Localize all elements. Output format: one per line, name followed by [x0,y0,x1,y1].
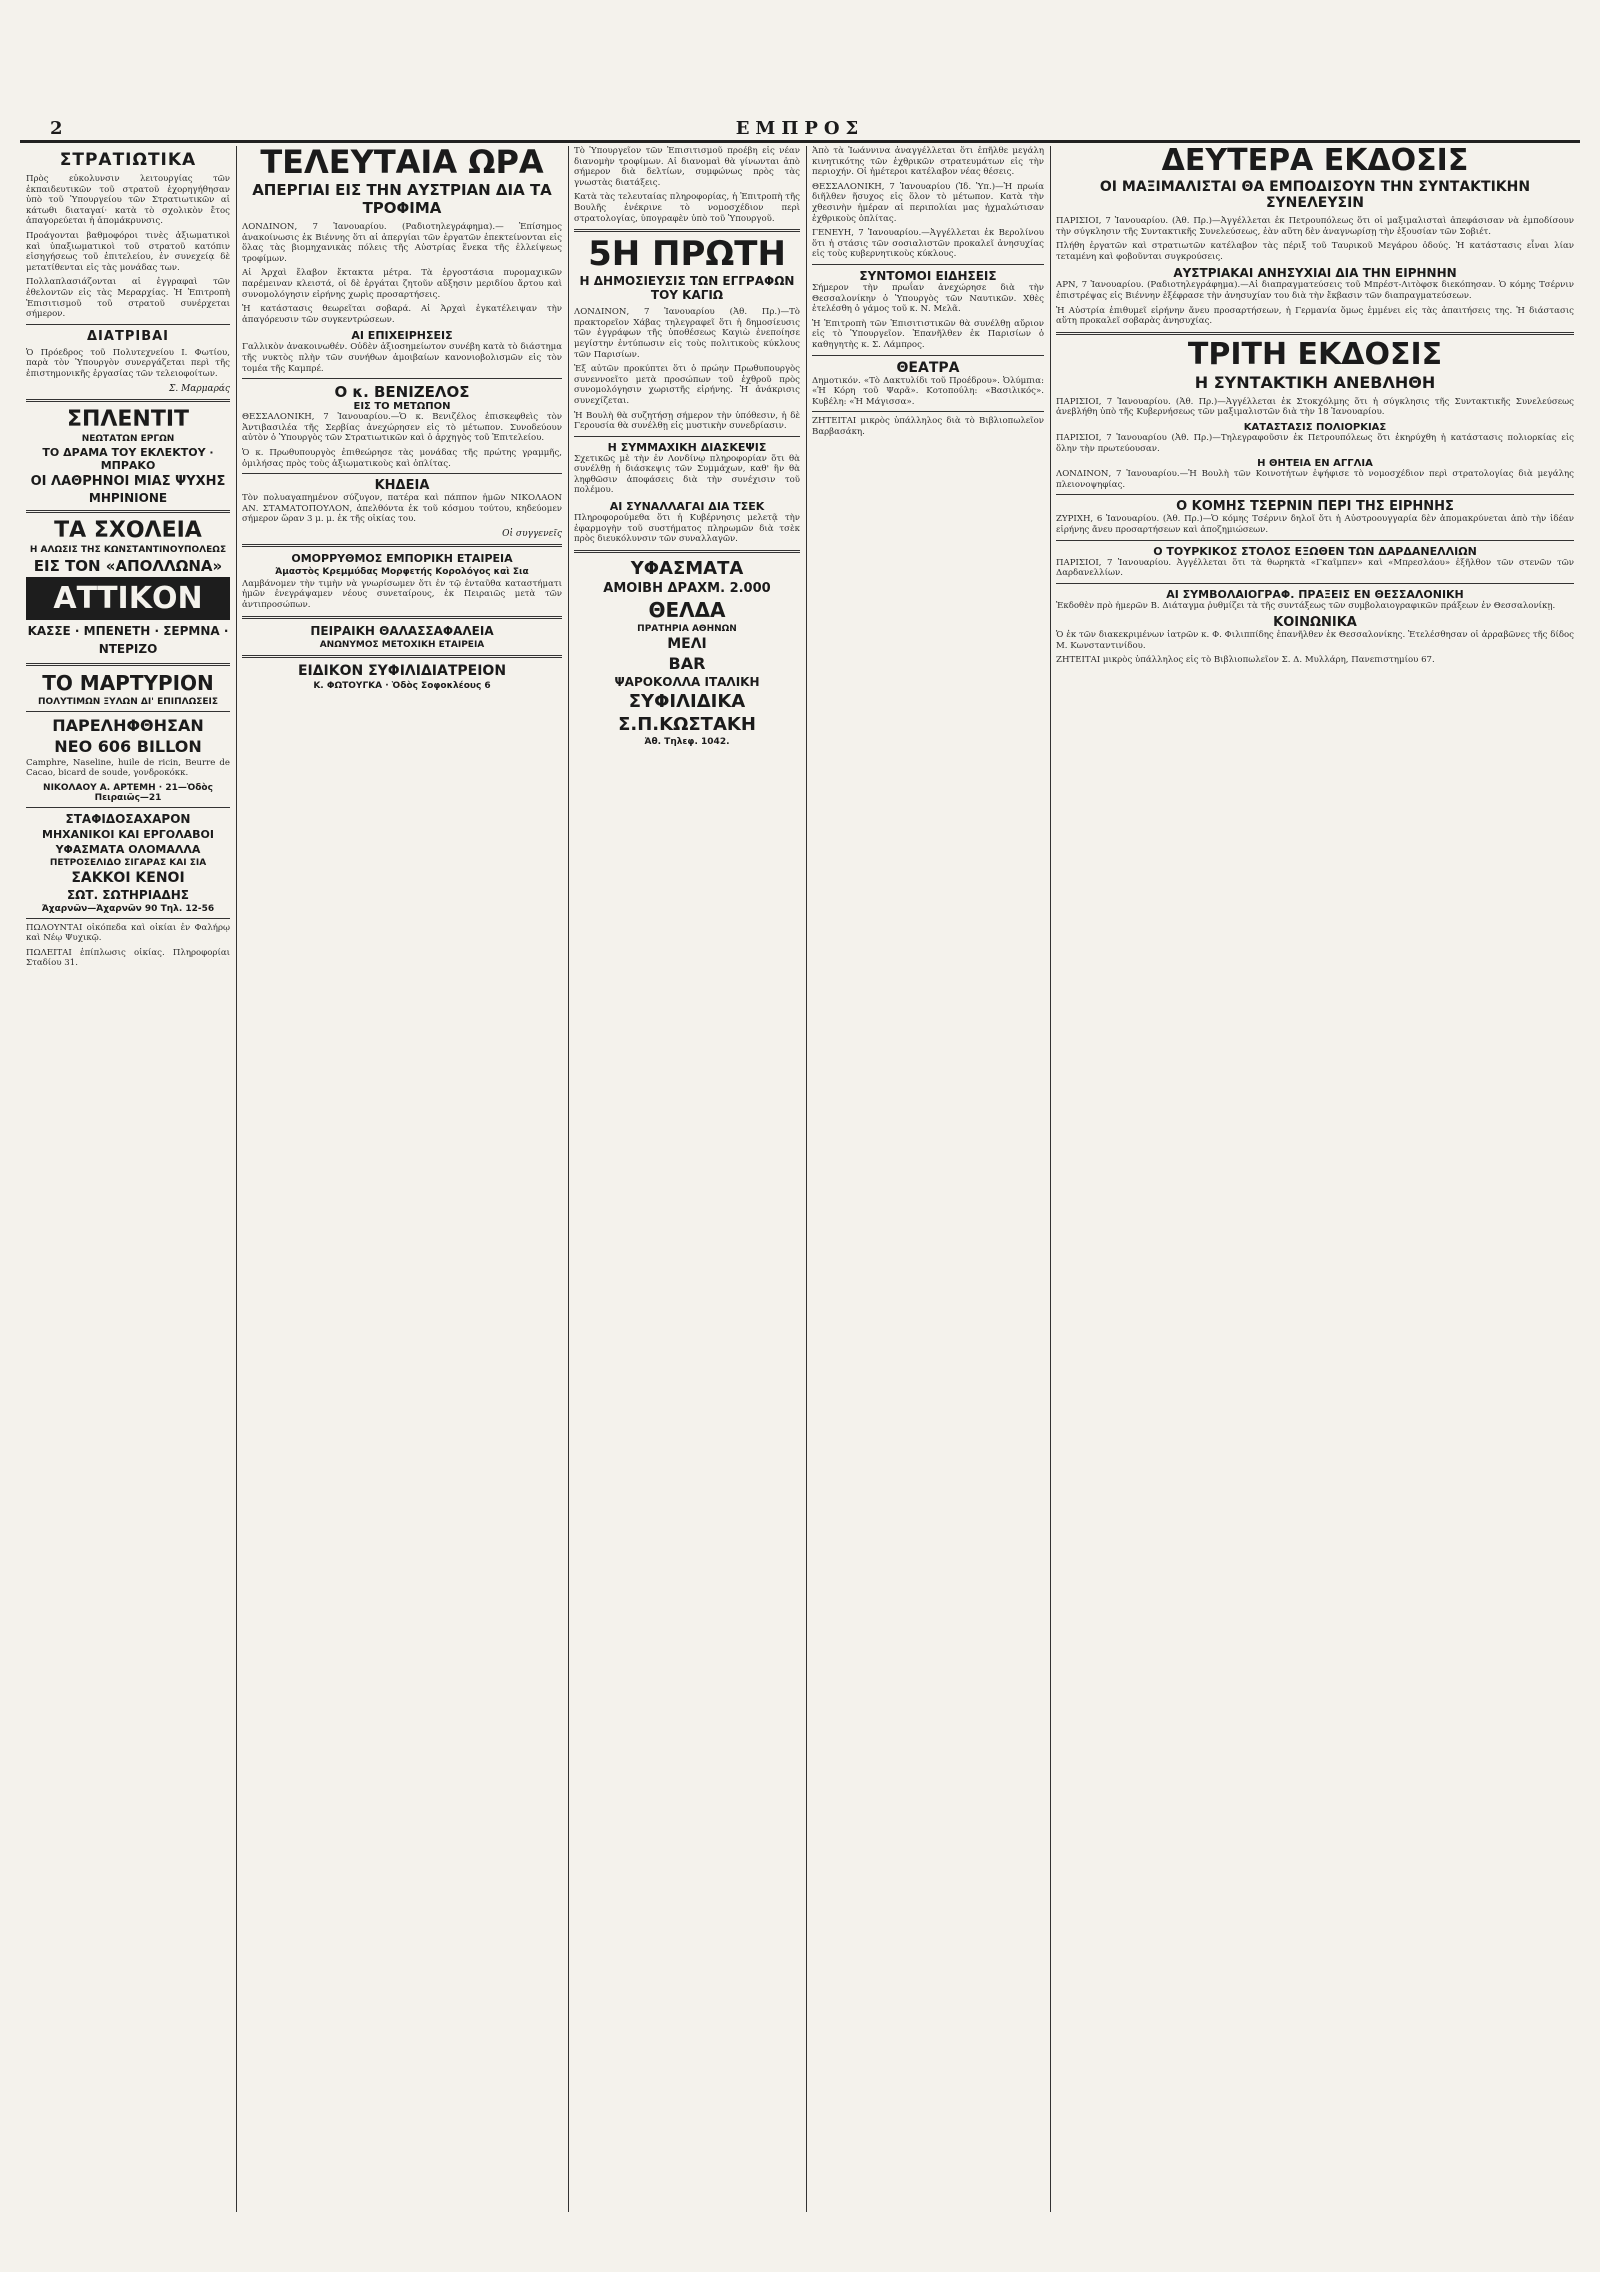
subheadline: ΑΥΣΤΡΙΑΚΑΙ ΑΝΗΣΥΧΙΑΙ ΔΙΑ ΤΗΝ ΕΙΡΗΝΗΝ [1173,266,1457,281]
article-paragraph: Ὁ ἐκ τῶν διακεκριμένων ἰατρῶν κ. Φ. Φιλιππίδης ἐπανῆλθεν ἐκ Θεσσαλονίκης. Ἐτελέσθησαν οἱ ἀρραβῶνες τῆς δίδος Μ. Κωνσταντινίδου. [1056,630,1574,651]
article-paragraph: Ἡ κατάστασις θεωρεῖται σοβαρά. Αἱ Ἀρχαὶ ἐγκατέλειψαν τὴν ἀπαγόρευσιν τῶν συγκεντρώσεων. [242,304,562,325]
article-paragraph: Τὸν πολυαγαπημένον σύζυγον, πατέρα καὶ πάππον ἡμῶν ΝΙΚΟΛΑΟΝ ΑΝ. ΣΤΑΜΑΤΟΠΟΥΛΟΝ, ἀπελθόντα ἐκ τοῦ κόσμου τούτου, κηδεύομεν σήμερον ὥραν 3 μ. μ. ἐκ τῆς οἰκίας του. [242,493,562,525]
ad-subtitle: ΠΟΛΥΤΙΜΩΝ ΞΥΛΩΝ ΔΙ' ΕΠΙΠΛΩΣΕΙΣ [37,696,219,707]
article-paragraph: Πλήθη ἐργατῶν καὶ στρατιωτῶν κατέλαβον τὰς πέριξ τοῦ Ταυρικοῦ Μεγάρου ὁδούς. Ἡ κατάστασις εἶναι λίαν τεταμένη καὶ φοβοῦνται συγκρούσεις. [1056,241,1574,262]
article-paragraph: ΛΟΝΔΙΝΟΝ, 7 Ἰανουαρίου.—Ἡ Βουλὴ τῶν Κοινοτήτων ἐψήφισε τὸ νομοσχέδιον περὶ στρατολογίας διὰ μεγάλης πλειονοψηφίας. [1056,469,1574,490]
article-paragraph: ΖΥΡΙΧΗ, 6 Ἰανουαρίου. (Ἀθ. Πρ.)—Ὁ κόμης Τσέρνιν δηλοῖ ὅτι ἡ Αὐστροουγγαρία δὲν ἀπομακρύνεται ἀπὸ τὴν ἰδέαν εἰρήνης ἄνευ προσαρτήσεων καὶ ἀποζημιώσεων. [1056,514,1574,535]
article-paragraph: Κατὰ τὰς τελευταίας πληροφορίας, ἡ Ἐπιτροπὴ τῆς Βουλῆς ἐνέκρινε τὸ νομοσχέδιον περὶ στρατολογίας, ὑπογραφὲν ὑπὸ τοῦ Ὑπουργοῦ. [574,192,800,224]
subheadline: ΑΙ ΣΥΜΒΟΛΑΙΟΓΡΑΦ. ΠΡΑΞΕΙΣ ΕΝ ΘΕΣΣΑΛΟΝΙΚΗ [1166,587,1464,601]
ad-title: ΠΑΡΕΛΗΦΘΗΣΑΝ [52,715,204,735]
subheadline: Ο ΚΟΜΗΣ ΤΣΕΡΝΙΝ ΠΕΡΙ ΤΗΣ ΕΙΡΗΝΗΣ [1176,499,1454,515]
ad-title: ΥΦΑΣΜΑΤΑ ΟΛΟΜΑΛΛΑ [55,842,201,856]
classified-ad: ΠΩΛΟΥΝΤΑΙ οἰκόπεδα καὶ οἰκίαι ἐν Φαλήρῳ καὶ Νέῳ Ψυχικῷ. [26,922,230,944]
ad-body: Λαμβάνομεν τὴν τιμὴν νὰ γνωρίσωμεν ὅτι ἐν τῷ ἐνταῦθα καταστήματι ἡμῶν ἐνεγράψαμεν νέους συνεταίρους, ἐκ Πειραιῶς μετὰ τῶν ἀντιπροσώπων. [242,578,562,611]
ad-subtitle: Κ. ΦΩΤΟΥΓΚΑ · Ὁδὸς Σοφοκλέους 6 [313,680,491,691]
ad-body: Camphre, Naseline, huile de ricin, Beurre de Cacao, bicard de soude, γονδροκόκκ. [26,757,230,779]
article-paragraph: Πρὸς εὐκολυνσιν λειτουργίας τῶν ἐκπαιδευτικῶν τοῦ στρατοῦ ἐχορηγήθησαν ὑπὸ τοῦ Ὑπουργείου τῶν Στρατιωτικῶν αἱ κάτωθι διαταγαί· κατὰ τὸ σχολικὸν ἔτος ἀπαγορεύεται ἡ ἀπομάκρυνσις. [26,174,230,227]
subheadline: Η ΣΥΝΤΑΚΤΙΚΗ ΑΝΕΒΛΗΘΗ [1194,372,1436,392]
subheadline: ΟΙ ΜΑΞΙΜΑΛΙΣΤΑΙ ΘΑ ΕΜΠΟΔΙΣΟΥΝ ΤΗΝ ΣΥΝΤΑΚΤΙΚΗΝ ΣΥΝΕΛΕΥΣΙΝ [1099,179,1531,211]
section-heading: ΚΟΙΝΩΝΙΚΑ [1273,615,1357,631]
article-paragraph: Σχετικῶς μὲ τὴν ἐν Λονδίνῳ πληροφορίαν ὅτι θὰ συνέλθῃ ἡ διάσκεψις τῶν Συμμάχων, καθ' ἣν θὰ ληφθῶσιν ἀποφάσεις διὰ τὴν συνέχισιν τοῦ πολέμου. [574,453,800,496]
article-paragraph: Πληροφορούμεθα ὅτι ἡ Κυβέρνησις μελετᾷ τὴν ἐφαρμογὴν τοῦ συστήματος πληρωμῶν διὰ τσὲκ πρὸς διευκόλυνσιν τῶν συναλλαγῶν. [574,513,800,545]
ad-title: ΕΙΣ ΤΟΝ «ΑΠΟΛΛΩΝΑ» [33,556,223,575]
subheadline: Η ΘΗΤΕΙΑ ΕΝ ΑΓΓΛΙΑ [1257,458,1373,470]
page-number: 2 [50,118,63,139]
column-rule [1050,146,1051,2212]
ad-subtitle: ΠΡΑΤΗΡΙΑ ΑΘΗΝΩΝ [637,623,737,634]
article-paragraph: Ἐκδοθὲν πρὸ ἡμερῶν Β. Διάταγμα ῥυθμίζει τὰ τῆς συντάξεως τῶν συμβολαιογραφικῶν πράξεων ἐν Θεσσαλονίκῃ. [1056,600,1556,611]
ad-subtitle: Η ΑΛΩΣΙΣ ΤΗΣ ΚΩΝΣΤΑΝΤΙΝΟΥΠΟΛΕΩΣ [29,544,227,555]
ad-title: ΜΕΛΙ [667,635,707,652]
subheadline: Η ΣΥΜΜΑΧΙΚΗ ΔΙΑΣΚΕΨΙΣ [607,440,767,454]
section-heading: ΣΥΝΤΟΜΟΙ ΕΙΔΗΣΕΙΣ [859,268,997,283]
ad-title: ΤΟ ΜΑΡΤΥΡΙΟΝ [42,670,214,695]
ad-subtitle: ΝΕΩΤΑΤΩΝ ΕΡΓΩΝ [81,433,175,444]
section-heading: ΘΕΑΤΡΑ [896,359,960,376]
article-paragraph: Ὁ κ. Πρωθυπουργὸς ἐπιθεώρησε τὰς μονάδας τῆς πρώτης γραμμῆς, ὁμιλήσας πρὸς τοὺς ἀξιωματικοὺς καὶ ὁπλίτας. [242,447,562,469]
article-paragraph: ΘΕΣΣΑΛΟΝΙΚΗ, 7 Ἰανουαρίου.—Ὁ κ. Βενιζέλος ἐπισκεφθεὶς τὸν Ἀντιβασιλέα τῆς Σερβίας ἀνεχώρησεν εἰς τὸ μέτωπον. Συνοδεύουν αὐτὸν ὁ Ὑπουργὸς τῶν Στρατιωτικῶν καὶ ὁ ἀρχηγὸς τοῦ Ἐπιτελείου. [242,412,562,444]
ad-title: ΟΜΟΡΡΥΘΜΟΣ ΕΜΠΟΡΙΚΗ ΕΤΑΙΡΕΙΑ [291,551,513,565]
headline: ΤΕΛΕΥΤΑΙΑ ΩΡΑ [260,146,544,181]
classified-ad: ΠΩΛΕΙΤΑΙ ἐπίπλωσις οἰκίας. Πληροφορίαι Σταδίου 31. [26,947,230,969]
ad-title: ΤΑ ΣΧΟΛΕΙΑ [54,517,202,543]
ad-subtitle: ΜΗΡΙΝΙΟΝΕ [88,490,168,505]
ad-title: ΣΑΚΚΟΙ ΚΕΝΟΙ [71,869,185,886]
ad-title: ΘΕΛΔΑ [648,597,726,622]
signature: Οἱ συγγενεῖς [502,528,562,539]
column-rule [806,146,807,2212]
article-paragraph: Γαλλικὸν ἀνακοινωθέν. Οὐδὲν ἀξιοσημείωτον συνέβη κατὰ τὸ διάστημα τῆς νυκτὸς πλὴν τῶν συνήθων ἀμοιβαίων κανονιοβολισμῶν εἰς τὸν τομέα τῆς Καμπρέ. [242,342,562,374]
ad-title: ΕΙΔΙΚΟΝ ΣΥΦΙΛΙΔΙΑΤΡΕΙΟΝ [297,662,507,679]
article-paragraph: ΛΟΝΔΙΝΟΝ, 7 Ἰανουαρίου (Ἀθ. Πρ.)—Τὸ πρακτορεῖον Χάβας τηλεγραφεῖ ὅτι ἡ δημοσίευσις τῶν ἐγγράφων τῆς ὑποθέσεως Καγιὼ ἐνεποίησε μεγίστην ἐντύπωσιν εἰς τοὺς πολιτικοὺς κύκλους τῶν Παρισίων. [574,307,800,360]
column-2 [242,146,562,2212]
ad-subtitle: ΑΝΩΝΥΜΟΣ ΜΕΤΟΧΙΚΗ ΕΤΑΙΡΕΙΑ [319,639,485,650]
headline: Ο κ. ΒΕΝΙΖΕΛΟΣ [334,383,470,402]
ad-title: ΣΤΑΦΙΔΟΣΑΧΑΡΟΝ [65,811,191,826]
article-paragraph: ΠΑΡΙΣΙΟΙ, 7 Ἰανουαρίου (Ἀθ. Πρ.)—Τηλεγραφοῦσιν ἐκ Πετρουπόλεως ὅτι ἐκηρύχθη ἡ κατάστασις πολιορκίας εἰς ὅλην τὴν πρωτεύουσαν. [1056,432,1574,454]
ad-subtitle: ΤΟ ΔΡΑΜΑ ΤΟΥ ΕΚΛΕΚΤΟΥ · ΜΠΡΑΚΟ [42,445,214,472]
section-heading: ΔΙΑΤΡΙΒΑΙ [87,328,169,344]
masthead [20,118,1580,143]
article-paragraph: Ὁ Πρόεδρος τοῦ Πολυτεχνείου Ι. Φωτίου, παρὰ τὸν Ὑπουργὸν συνεργάζεται περὶ τῆς ἐπιστημονικῆς ἐργασίας τῶν τελειοφοίτων. [26,347,230,379]
ad-title: Σ.Π.ΚΩΣΤΑΚΗ [618,713,756,735]
article-paragraph: Ἐξ αὐτῶν προκύπτει ὅτι ὁ πρώην Πρωθυπουργὸς συνεννοεῖτο μετὰ προσώπων τοῦ ἐχθροῦ πρὸς συνομολόγησιν χωριστῆς εἰρήνης. Ἡ ἀνάκρισις συνεχίζεται. [574,364,800,406]
ad-title: ΑΜΟΙΒΗ ΔΡΑΧΜ. 2.000 [603,580,771,596]
subheadline: ΕΙΣ ΤΟ ΜΕΤΩΠΟΝ [353,401,451,413]
column-3 [574,146,800,2212]
ad-subtitle: Ἀμαστὸς Κρεμμύδας Μορφετής Κορολόγος καὶ Σια [275,566,529,577]
article-paragraph: ΛΟΝΔΙΝΟΝ, 7 Ἰανουαρίου. (Ραδιοτηλεγράφημα).— Ἐπίσημος ἀνακοίνωσις ἐκ Βιέννης ὅτι αἱ ἀπεργίαι τῶν ἐργατῶν ἐπεκτείνονται εἰς ὅλας τὰς βιομηχανικὰς πόλεις τῆς Αὐστρίας ἕνεκα τῆς ἐλλείψεως τροφίμων. [242,222,562,264]
headline: ΤΡΙΤΗ ΕΚΔΟΣΙΣ [1187,336,1443,372]
article-paragraph: Ἀπὸ τὰ Ἰωάννινα ἀναγγέλλεται ὅτι ἐπῆλθε μεγάλη κινητικότης τῶν ἐχθρικῶν στρατευμάτων εἰς τὴν περιοχήν. Οἱ ἡμέτεροι κατέλαβον νέας θέσεις. [812,146,1044,178]
column-1 [26,146,230,2212]
subheadline: ΑΙ ΕΠΙΧΕΙΡΗΣΕΙΣ [351,329,453,343]
signature: Σ. Μαρμαράς [168,383,230,394]
subheadline: Ο ΤΟΥΡΚΙΚΟΣ ΣΤΟΛΟΣ ΕΞΩΘΕΝ ΤΩΝ ΔΑΡΔΑΝΕΛΛΙΩΝ [1153,544,1477,558]
subheadline: ΑΙ ΣΥΝΑΛΛΑΓΑΙ ΔΙΑ ΤΣΕΚ [609,500,765,514]
ad-subtitle: ΚΑΣΣΕ · ΜΠΕΝΕΤΗ · ΣΕΡΜΝΑ · ΝΤΕΡΙΖΟ [27,623,229,656]
ad-title: ΣΠΛΕΝΤΙΤ [66,406,190,432]
ad-subtitle: ΠΕΤΡΟΣΕΛΙΔΟ ΣΙΓΑΡΑΣ ΚΑΙ ΣΙΑ [49,857,207,868]
article-paragraph: Προάγονται βαθμοφόροι τινὲς ἀξιωματικοὶ καὶ ὑπαξιωματικοὶ τοῦ στρατοῦ κατόπιν εἰσηγήσεως τοῦ ἐπιτελείου, ἐν συνεχείᾳ δὲ μετατίθενται εἰς τὰς μονάδας των. [26,230,230,273]
article-paragraph: Σήμερον τὴν πρωΐαν ἀνεχώρησε διὰ τὴν Θεσσαλονίκην ὁ Ὑπουργὸς τῶν Ναυτικῶν. Χθὲς ἐτελέσθη ὁ γάμος τοῦ κ. Ν. Μελᾶ. [812,282,1044,315]
classified-ad: ΖΗΤΕΙΤΑΙ μικρὸς ὑπάλληλος διὰ τὸ Βιβλιοπωλεῖον Βαρβασάκη. [812,416,1044,437]
article-paragraph: Δημοτικόν. «Τὸ Δακτυλίδι τοῦ Προέδρου». Ὀλύμπια: «Ἡ Κόρη τοῦ Ψαρᾶ». Κοτοπούλη: «Βασιλικός». Κυβέλη: «Ἡ Μάγισσα». [812,375,1044,407]
article-paragraph: ΠΑΡΙΣΙΟΙ, 7 Ἰανουαρίου. (Ἀθ. Πρ.)—Ἀγγέλλεται ἐκ Στοκχόλμης ὅτι ἡ σύγκλησις τῆς Συντακτικῆς Συνελεύσεως ἀνεβλήθη ὑπὸ τῆς Κυβερνήσεως τῶν μαξιμαλιστῶν διὰ τὴν 18 Ἰανουαρίου. [1056,396,1574,418]
classified-ad: ΖΗΤΕΙΤΑΙ μικρὸς ὑπάλληλος εἰς τὸ Βιβλιοπωλεῖον Σ. Δ. Μυλλάρη, Πανεπιστημίου 67. [1056,655,1435,666]
ad-title: ΜΗΧΑΝΙΚΟΙ ΚΑΙ ΕΡΓΟΛΑΒΟΙ [42,827,214,841]
article-paragraph: ΑΡΝ, 7 Ἰανουαρίου. (Ραδιοτηλεγράφημα).—Αἱ διαπραγματεύσεις τοῦ Μπρέστ-Λιτὸφσκ διεκόπησαν. Ὁ κόμης Τσέρνιν ἐπιστρέψας εἰς Βιέννην ἐξέφρασε τὴν ἀνησυχίαν του διὰ τὴν ἔκβασιν τῶν διαπραγματεύσεων. [1056,280,1574,301]
section-heading: ΚΗΔΕΙΑ [374,478,430,494]
article-paragraph: ΠΑΡΙΣΙΟΙ, 7 Ἰανουαρίου. Ἀγγέλλεται ὅτι τὰ θωρηκτὰ «Γκαῖμπεν» καὶ «Μπρεσλάου» ἐξῆλθον τῶν στενῶν τῶν Δαρδανελλίων. [1056,557,1574,579]
ad-subtitle: ΝΙΚΟΛΑΟΥ Α. ΑΡΤΕΜΗ · 21—Ὁδὸς Πειραιῶς—21 [43,782,213,803]
column-4 [812,146,1044,2212]
article-paragraph: ΘΕΣΣΑΛΟΝΙΚΗ, 7 Ἰανουαρίου (Ἰδ. Ὑπ.)—Ἡ πρωία διῆλθεν ἥσυχος εἰς ὅλον τὸ μέτωπον. Κατὰ τὴν χθεσινὴν ἡμέραν αἱ περιπολίαι μας ἠχμαλώτισαν ἐχθρικοὺς ὁπλίτας. [812,181,1044,224]
article-paragraph: Πολλαπλασιάζονται αἱ ἐγγραφαὶ τῶν ἐθελοντῶν εἰς τὰς Μεραρχίας. Ἡ Ἐπιτροπὴ Ἐπισιτισμοῦ τοῦ στρατοῦ συνέρχεται σήμερον. [26,277,230,320]
ad-title: BAR [668,653,706,673]
column-5 [1056,146,1574,2212]
article-paragraph: Ἡ Ἐπιτροπὴ τῶν Ἐπισιτιστικῶν θὰ συνέλθῃ αὔριον εἰς τὸ Ὑπουργεῖον. Ἐπανῆλθεν ἐκ Παρισίων ὁ καθηγητὴς κ. Σ. Λάμπρος. [812,318,1044,350]
ad-title: ΥΦΑΣΜΑΤΑ [630,557,744,579]
ad-title: ΨΑΡΟΚΟΛΛΑ ΙΤΑΛΙΚΗ [614,674,760,689]
article-paragraph: Ἡ Αὐστρία ἐπιθυμεῖ εἰρήνην ἄνευ προσαρτήσεων, ἡ Γερμανία ὅμως ἐμμένει εἰς τὰς ἀπαιτήσεις της. Ἡ διάστασις αὕτη προκαλεῖ σοβαρὰς ἀνησυχίας. [1056,305,1574,327]
ad-title: ΟΙ ΛΑΘΡΗΝΟΙ ΜΙΑΣ ΨΥΧΗΣ [30,473,226,489]
subheadline: ΚΑΤΑΣΤΑΣΙΣ ΠΟΛΙΟΡΚΙΑΣ [1243,421,1387,433]
subheadline: Η ΔΗΜΟΣΙΕΥΣΙΣ ΤΩΝ ΕΓΓΡΑΦΩΝ ΤΟΥ ΚΑΓΙΩ [579,274,795,303]
article-paragraph: Τὸ Ὑπουργεῖον τῶν Ἐπισιτισμοῦ προέβη εἰς νέαν διανομὴν τροφίμων. Αἱ διανομαὶ θὰ γίνωνται ἀπὸ σήμερον διὰ δελτίων, συμφώνως πρὸς τὰς γνωστὰς διατάξεις. [574,146,800,188]
ad-title: ΣΩΤ. ΣΩΤΗΡΙΑΔΗΣ [66,887,190,902]
headline: 5Η ΠΡΩΤΗ [588,234,786,275]
ad-subtitle: Ἀθ. Τηλεφ. 1042. [644,736,730,747]
article-paragraph: ΓΕΝΕΥΗ, 7 Ἰανουαρίου.—Ἀγγέλλεται ἐκ Βερολίνου ὅτι ἡ στάσις τῶν σοσιαλιστῶν προκαλεῖ ἀνησυχίας εἰς τοὺς κυβερνητικοὺς κύκλους. [812,228,1044,260]
ad-subtitle: Ἀχαρνῶν—Ἀχαρνῶν 90 Τηλ. 12-56 [41,903,215,914]
column-rule [568,146,569,2212]
column-rule [236,146,237,2212]
article-paragraph: Αἱ Ἀρχαὶ ἔλαβον ἔκτακτα μέτρα. Τὰ ἐργοστάσια πυρομαχικῶν παρέμειναν κλειστά, οἱ δὲ ἐργάται ζητοῦν αὔξησιν μεριδίου ἄρτου καὶ συνομολόγησιν εἰρήνης χωρὶς προσαρτήσεις. [242,268,562,300]
article-paragraph: ΠΑΡΙΣΙΟΙ, 7 Ἰανουαρίου. (Ἀθ. Πρ.)—Ἀγγέλλεται ἐκ Πετρουπόλεως ὅτι οἱ μαξιμαλισταὶ ἀπεφάσισαν νὰ ἐμποδίσουν τὴν σύγκλησιν τῆς Συντακτικῆς Συνελεύσεως, ἐὰν αὕτη δὲν ἀναγνωρίσῃ τὴν ἐξουσίαν τῶν Σοβιέτ. [1056,216,1574,237]
headline: ΔΕΥΤΕΡΑ ΕΚΔΟΣΙΣ [1161,146,1469,178]
ad-title: ΝΕΟ 606 BILLON [54,736,202,756]
section-heading: ΣΤΡΑΤΙΩΤΙΚΑ [59,150,197,170]
article-paragraph: Ἡ Βουλὴ θὰ συζητήσῃ σήμερον τὴν ὑπόθεσιν, ἡ δὲ Γερουσία θὰ συνέλθῃ εἰς μυστικὴν συνεδρίασιν. [574,410,800,432]
subheadline: ΑΠΕΡΓΙΑΙ ΕΙΣ ΤΗΝ ΑΥΣΤΡΙΑΝ ΔΙΑ ΤΑ ΤΡΟΦΙΜΑ [252,181,552,217]
newspaper-title: ΕΜΠΡΟΣ [735,118,865,139]
ad-banner: ΑΤΤΙΚΟΝ [26,577,230,620]
ad-title: ΣΥΦΙΛΙΔΙΚΑ [628,690,746,712]
ad-title: ΠΕΙΡΑΙΚΗ ΘΑΛΑΣΣΑΦΑΛΕΙΑ [310,623,494,638]
